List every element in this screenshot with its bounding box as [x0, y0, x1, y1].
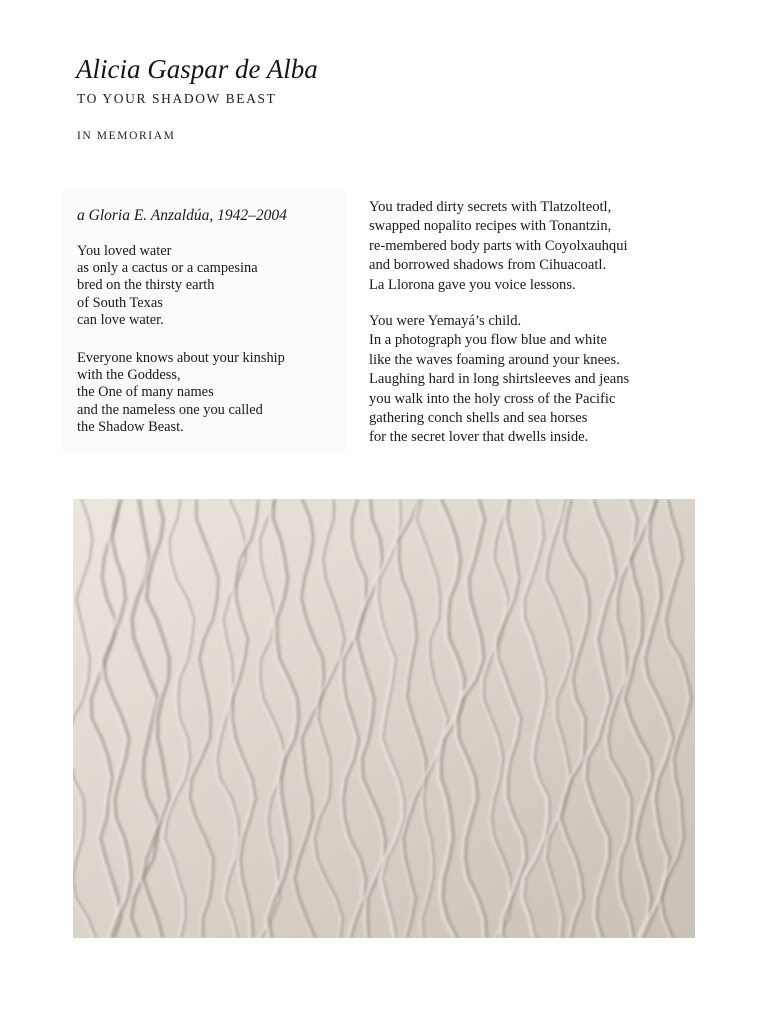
poem-line: the One of many names [77, 384, 214, 401]
poem-line: the Shadow Beast. [77, 418, 184, 435]
stanza-4 [369, 312, 629, 448]
stanza-2 [77, 350, 285, 436]
poem-line: Laughing hard in long shirtsleeves and jeans [369, 371, 630, 388]
poem-line: and borrowed shadows from Cihuacoatl. [369, 257, 607, 274]
sand-texture [73, 499, 695, 938]
sand-ripples-photo [73, 499, 695, 938]
poem-line: as only a cactus or a campesina [77, 260, 258, 277]
poem-line: bred on the thirsty earth [77, 277, 215, 294]
poem-line: You traded dirty secrets with Tlatzolteotl, [369, 199, 612, 215]
author-name: Alicia Gaspar de Alba [76, 54, 318, 84]
poem-title: TO YOUR SHADOW BEAST [77, 91, 277, 106]
poem-line: gathering conch shells and sea horses [369, 410, 588, 427]
poem-subtitle: IN MEMORIAM [77, 130, 176, 142]
poem-line: La Llorona gave you voice lessons. [369, 276, 576, 293]
poem-line: like the waves foaming around your knees. [369, 351, 620, 368]
poem-line: In a photograph you flow blue and white [369, 332, 607, 349]
grain-overlay [73, 499, 695, 938]
poem-line: re-membered body parts with Coyolxauhqui [369, 237, 628, 254]
poem-line: Everyone knows about your kinship [77, 350, 285, 366]
poem-line: You were Yemayá’s child. [369, 313, 522, 329]
poem-line: of South Texas [77, 294, 163, 311]
stanza-1 [77, 243, 258, 329]
poem-line: You loved water [77, 243, 172, 259]
poem-line: and the nameless one you called [77, 401, 263, 418]
poem-line: for the secret lover that dwells inside. [369, 429, 589, 446]
poem-line: with the Goddess, [77, 367, 181, 384]
poem-line: you walk into the holy cross of the Pacific [369, 390, 616, 407]
poem-line: can love water. [77, 311, 164, 328]
dedication: a Gloria E. Anzaldúa, 1942–2004 [77, 207, 287, 224]
stanza-3 [369, 198, 628, 295]
poem-line: swapped nopalito recipes with Tonantzin, [369, 218, 612, 235]
